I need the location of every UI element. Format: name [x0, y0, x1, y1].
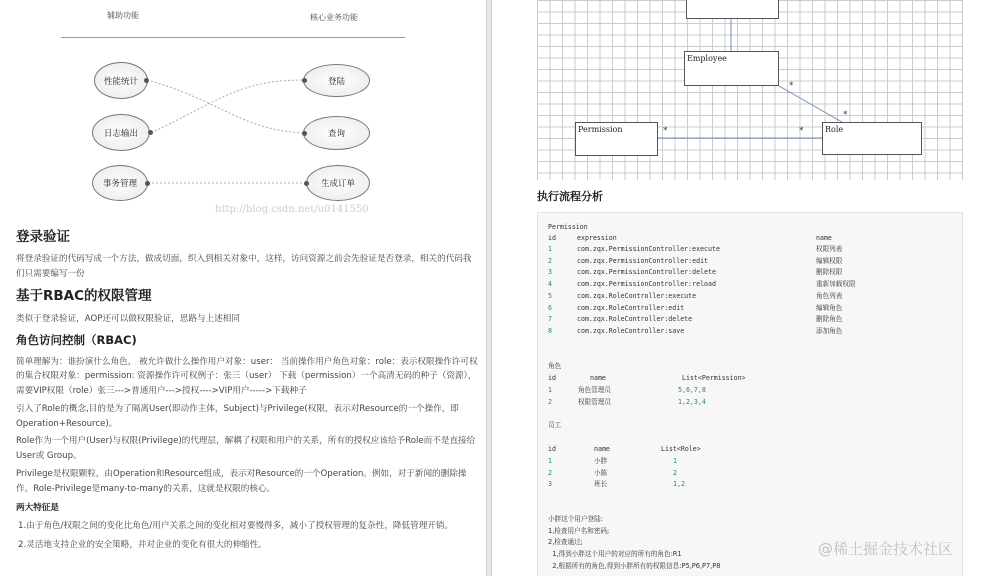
emp-cell: 2 — [548, 468, 552, 477]
perm-header: id — [548, 234, 556, 242]
perm-cell: 6 — [548, 303, 552, 312]
para-login: 将登录验证的代码写成一个方法，做成切面，织入到相关对象中，这样，访问资源之前会先验证是否登录，相关的代码我们只需要编写一份 — [16, 254, 472, 279]
perm-cell: 重新加载权限 — [816, 280, 856, 289]
left-page — [0, 0, 486, 576]
perm-cell: com.zqx.PermissionController:delete — [577, 268, 716, 277]
node-login: 登陆 — [303, 64, 370, 97]
perm-cell: 8 — [548, 326, 552, 335]
para-3: Role作为一个用户(User)与权限(Privilege)的代理层，解耦了权限和用户的关系，所有的授权应该给予Role而不是直接给User或 Group。 — [16, 436, 476, 461]
emp-cell: 小陈 — [594, 468, 608, 477]
node-tx: 事务管理 — [92, 165, 148, 201]
feature-2: 2.灵活地支持企业的安全策略，并对企业的变化有很大的伸缩性。 — [18, 539, 267, 550]
heading-flow: 执行流程分析 — [537, 190, 603, 203]
para-4: Privilege是权限颗粒，由Operation和Resource组成，表示对Resource的一个Operation。例如，对于新闻的删除操作。Role-Privilege是many-to-many的关系，这就是权限的核心。 — [16, 469, 467, 494]
emp-header: name — [594, 445, 610, 453]
uml-box-top — [686, 0, 779, 19]
perm-cell: 1 — [548, 245, 552, 253]
role-header: name — [590, 374, 606, 382]
image-watermark: http://blog.csdn.net/u0141550 — [215, 204, 369, 215]
node-log: 日志输出 — [92, 114, 150, 151]
subheading-rbac: 角色访问控制（RBAC) — [16, 332, 137, 347]
uml-box-role: Role — [822, 122, 922, 155]
diagram-connectors — [0, 0, 486, 210]
perm-cell: 4 — [548, 280, 552, 289]
para-1: 简单理解为：谁扮演什么角色， 被允许做什么操作用户对象：user： 当前操作用户角色对象：role：表示权限操作许可权的集合权限对象：permission: 资源操作许可权例子：张三（user） 下载（permission）一个高清无码的种子（资源）， 需要VIP权限（role）张三--->普通用户--->授权---->VIP用户----->下载种子 — [16, 356, 478, 396]
perm-cell: com.zqx.PermissionController:reload — [577, 280, 716, 289]
uml-box-permission: Permission — [575, 122, 658, 156]
perm-cell: 5 — [548, 291, 552, 300]
perm-cell: 删除权限 — [816, 268, 843, 277]
role-header: List<Permission> — [682, 374, 746, 382]
perm-cell: com.zqx.PermissionController:execute — [577, 245, 720, 253]
perm-cell: com.zqx.PermissionController:edit — [577, 256, 709, 265]
emp-cell: 1,2 — [673, 480, 685, 489]
emp-cell: 3 — [548, 480, 552, 489]
flow-line: 2,根据所有的角色,得到小胖所有的权限信息:P5,P6,P7,P8 — [548, 561, 721, 570]
features-title: 两大特征是 — [16, 503, 59, 513]
multiplicity: * — [843, 110, 848, 120]
diagram-col-right: 核心业务功能 — [310, 13, 358, 22]
role-title: 角色 — [548, 362, 562, 370]
uml-diagram — [537, 0, 963, 180]
perm-header: expression — [577, 234, 617, 242]
role-cell: 5,6,7,8 — [678, 386, 706, 394]
emp-header: id — [548, 445, 556, 453]
role-cell: 角色管理员 — [578, 386, 611, 394]
perm-cell: 7 — [548, 315, 552, 324]
role-cell: 1 — [548, 386, 552, 394]
perm-header: name — [816, 234, 832, 242]
flow-line: 小胖这个用户登陆: — [548, 515, 603, 523]
diagram-col-left: 辅助功能 — [107, 11, 139, 20]
perm-title: Permission — [548, 223, 588, 231]
role-cell: 1,2,3,4 — [678, 397, 706, 406]
emp-cell: 班长 — [594, 480, 608, 489]
emp-header: List<Role> — [661, 445, 701, 453]
feature-1: 1.由于角色/权限之间的变化比角色/用户关系之间的变化相对要慢得多，减小了授权管理的复杂性，降低管理开销。 — [18, 521, 454, 531]
perm-cell: 添加角色 — [816, 326, 843, 335]
heading-rbac: 基于RBAC的权限管理 — [16, 288, 152, 304]
emp-cell: 1 — [673, 457, 677, 465]
code-block — [537, 212, 963, 576]
perm-cell: 编辑权限 — [816, 256, 843, 265]
perm-cell: 权限列表 — [816, 245, 843, 253]
perm-cell: 3 — [548, 268, 552, 277]
flow-line: 1,得到小胖这个用户的对应的所有的角色:R1 — [548, 550, 682, 559]
perm-cell: 角色列表 — [816, 291, 843, 300]
multiplicity: * — [799, 126, 804, 136]
perm-cell: com.zqx.RoleController:execute — [577, 291, 697, 300]
site-watermark: @稀土掘金技术社区 — [818, 540, 954, 558]
emp-cell: 1 — [548, 457, 552, 465]
flow-line: 1,检查用户名和密码; — [548, 526, 610, 535]
perm-cell: 2 — [548, 256, 552, 265]
perm-cell: com.zqx.RoleController:delete — [577, 315, 693, 324]
node-order: 生成订单 — [306, 165, 370, 201]
node-query: 查询 — [303, 116, 370, 150]
multiplicity: * — [663, 126, 668, 136]
perm-cell: com.zqx.RoleController:save — [577, 326, 685, 335]
para-rbac: 类似于登录验证，AOP还可以做权限验证，思路与上述相同 — [16, 314, 240, 324]
perm-cell: com.zqx.RoleController:edit — [577, 303, 685, 312]
article-body — [16, 229, 478, 552]
para-2: 引入了Role的概念,目的是为了隔离User(即动作主体，Subject)与Privilege(权限，表示对Resource的一个操作，即Operation+Resource)。 — [16, 404, 459, 429]
heading-login: 登录验证 — [16, 229, 70, 245]
emp-cell: 小胖 — [594, 457, 608, 465]
right-page — [492, 0, 999, 576]
node-perf: 性能统计 — [94, 62, 148, 99]
perm-cell: 编辑角色 — [816, 303, 843, 312]
perm-cell: 删除角色 — [816, 315, 843, 324]
emp-title: 员工 — [548, 421, 562, 429]
emp-cell: 2 — [673, 468, 677, 477]
role-cell: 2 — [548, 397, 552, 406]
role-cell: 权限管理员 — [578, 397, 611, 406]
flow-line: 2,检查通过; — [548, 538, 583, 547]
uml-box-employee: Employee — [684, 51, 779, 86]
role-header: id — [548, 374, 556, 382]
multiplicity: * — [789, 81, 794, 91]
